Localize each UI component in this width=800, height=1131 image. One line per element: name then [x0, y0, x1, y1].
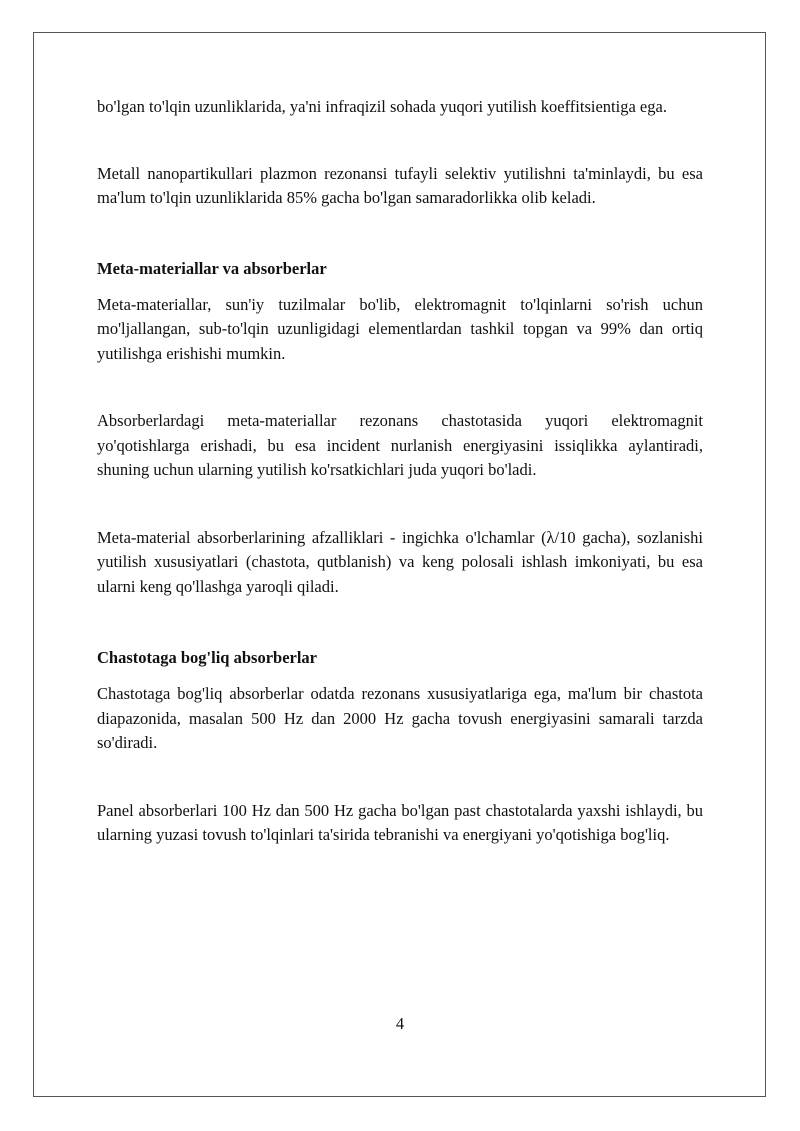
paragraph-meta-materials-advantages: Meta-material absorberlarining afzalliklari - ingichka o'lchamlar (λ/10 gacha), sozlanishi yutilish xususiyatlari (chastota, qutblanish) va keng polosali ishlash imkoniyati, bu esa ularni keng qo'llashga yaroqli qiladi. — [97, 527, 703, 596]
section-heading-meta-materials: Meta-materiallar va absorberlar — [97, 258, 327, 278]
document-body — [97, 95, 703, 848]
paragraph-meta-materials-absorbers: Absorberlardagi meta-materiallar rezonans chastotasida yuqori elektromagnit yo'qotishlarga erishadi, bu esa incident nurlanish energiyasini issiqlikka aylantiradi, shuning uchun ularning yutilish ko'rsatkichlari juda yuqori bo'ladi. — [97, 411, 703, 479]
paragraph-frequency-absorbers: Chastotaga bog'liq absorberlar odatda rezonans xususiyatlariga ega, ma'lum bir chastota diapazonida, masalan 500 Hz dan 2000 Hz gacha tovush energiyasini samarali tarzda so'diradi. — [97, 684, 703, 752]
paragraph-continued: bo'lgan to'lqin uzunliklarida, ya'ni infraqizil sohada yuqori yutilish koeffitsientiga ega. — [97, 97, 667, 116]
paragraph-panel-absorbers: Panel absorberlari 100 Hz dan 500 Hz gacha bo'lgan past chastotalarda yaxshi ishlaydi, bu ularning yuzasi tovush to'lqinlari ta'sirida tebranishi va energiyani yo'qotishiga bog'liq. — [97, 800, 703, 844]
paragraph-meta-materials-intro: Meta-materiallar, sun'iy tuzilmalar bo'lib, elektromagnit to'lqinlarni so'rish uchun mo'ljallangan, sub-to'lqin uzunligidagi elementlardan tashkil topgan va 99% dan ortiq yutilishga erishishi mumkin. — [97, 294, 703, 363]
page-number: 4 — [395, 1014, 405, 1033]
paragraph-metal-nanoparticles: Metall nanopartikullari plazmon rezonansi tufayli selektiv yutilishni ta'minlaydi, bu esa ma'lum to'lqin uzunliklarida 85% gacha bo'lgan samaradorlikka olib keladi. — [97, 163, 703, 207]
section-heading-frequency-absorbers: Chastotaga bog'liq absorberlar — [97, 648, 318, 667]
